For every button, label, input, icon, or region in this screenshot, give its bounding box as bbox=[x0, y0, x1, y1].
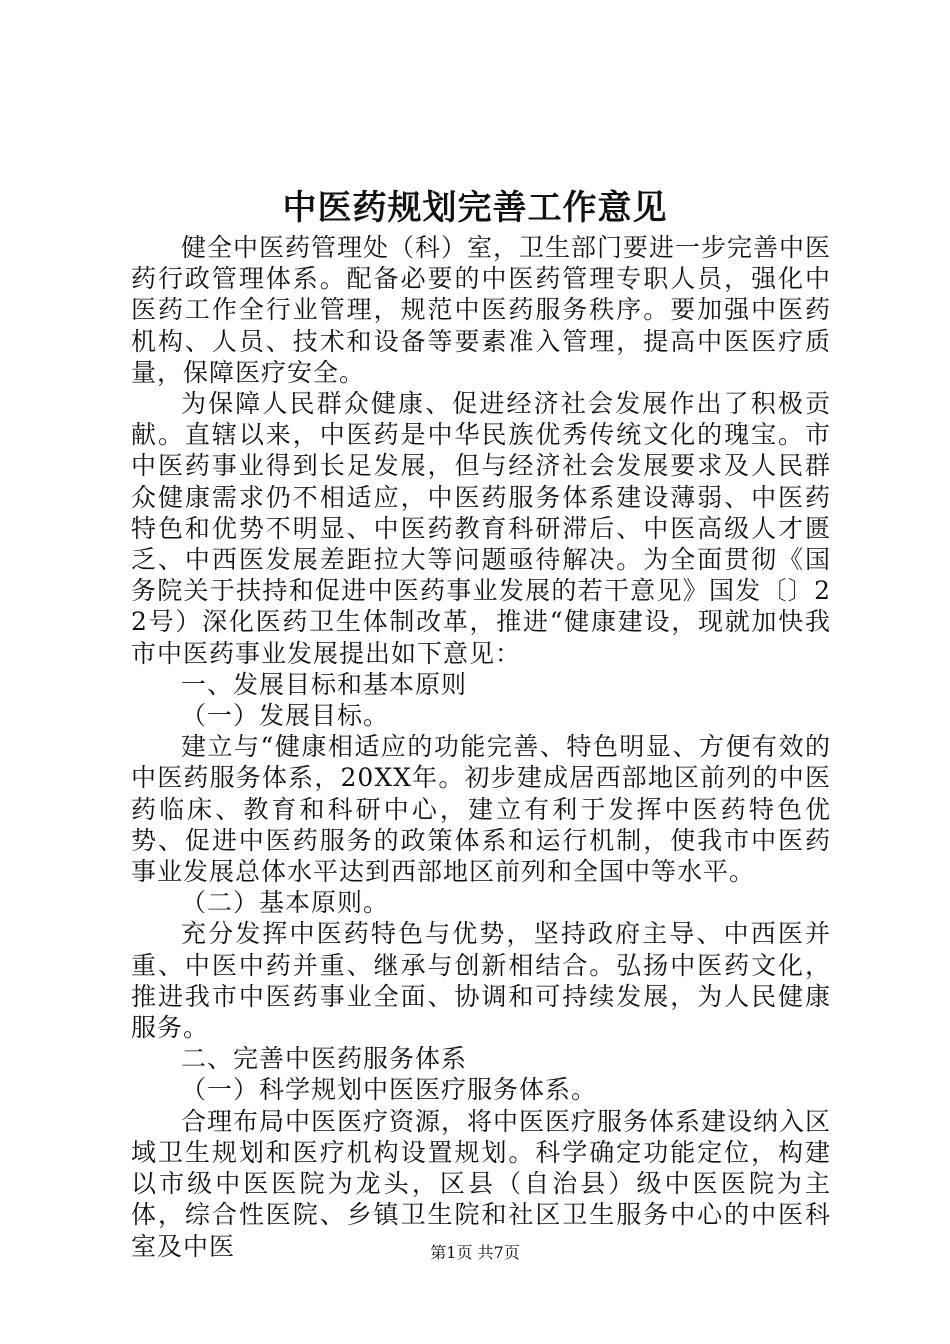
section-heading: 一、发展目标和基本原则 bbox=[181, 669, 468, 699]
paragraph: 合理布局中医医疗资源，将中医医疗服务体系建设纳入区域卫生规划和医疗机构设置规划。科学确定功能定位，构建以市级中医医院为龙头，区县（自治县）级中医医院为主体，综合性医院、乡镇卫生院和社区卫生服务中心的中医科室及中医 bbox=[131, 1106, 832, 1261]
section-heading: 二、完善中医药服务体系 bbox=[181, 1044, 468, 1074]
subsection-heading: （二）基本原则。 bbox=[181, 888, 390, 918]
page-footer: 第1页 共7页 bbox=[430, 1243, 520, 1262]
document-title: 中医药规划完善工作意见 bbox=[282, 188, 668, 228]
document-body bbox=[131, 232, 831, 1262]
paragraph: 为保障人民群众健康、促进经济社会发展作出了积极贡献。直辖以来，中医药是中华民族优秀传统文化的瑰宝。市中医药事业得到长足发展，但与经济社会发展要求及人民群众健康需求仍不相适应，中医药服务体系建设薄弱、中医药特色和优势不明显、中医药教育科研滞后、中医高级人才匮乏、中西医发展差距拉大等问题亟待解决。为全面贯彻《国务院关于扶持和促进中医药事业发展的若干意见》国发〔〕22号）深化医药卫生体制改革，推进“健康建设，现就加快我市中医药事业发展提出如下意见： bbox=[131, 389, 831, 668]
paragraph: 健全中医药管理处（科）室，卫生部门要进一步完善中医药行政管理体系。配备必要的中医药管理专职人员，强化中医药工作全行业管理，规范中医药服务秩序。要加强中医药机构、人员、技术和设备等要素准入管理，提高中医医疗质量，保障医疗安全。 bbox=[131, 233, 832, 387]
paragraph: 建立与“健康相适应的功能完善、特色明显、方便有效的中医药服务体系，20XX年。初步建成居西部地区前列的中医药临床、教育和科研中心，建立有利于发挥中医药特色优势、促进中医药服务的政策体系和运行机制，使我市中医药事业发展总体水平达到西部地区前列和全国中等水平。 bbox=[131, 732, 831, 887]
paragraph: 充分发挥中医药特色与优势，坚持政府主导、中西医并重、中医中药并重、继承与创新相结合。弘扬中医药文化，推进我市中医药事业全面、协调和可持续发展，为人民健康服务。 bbox=[131, 919, 831, 1043]
subsection-heading: （一）科学规划中医医疗服务体系。 bbox=[181, 1075, 598, 1105]
subsection-heading: （一）发展目标。 bbox=[181, 701, 390, 731]
